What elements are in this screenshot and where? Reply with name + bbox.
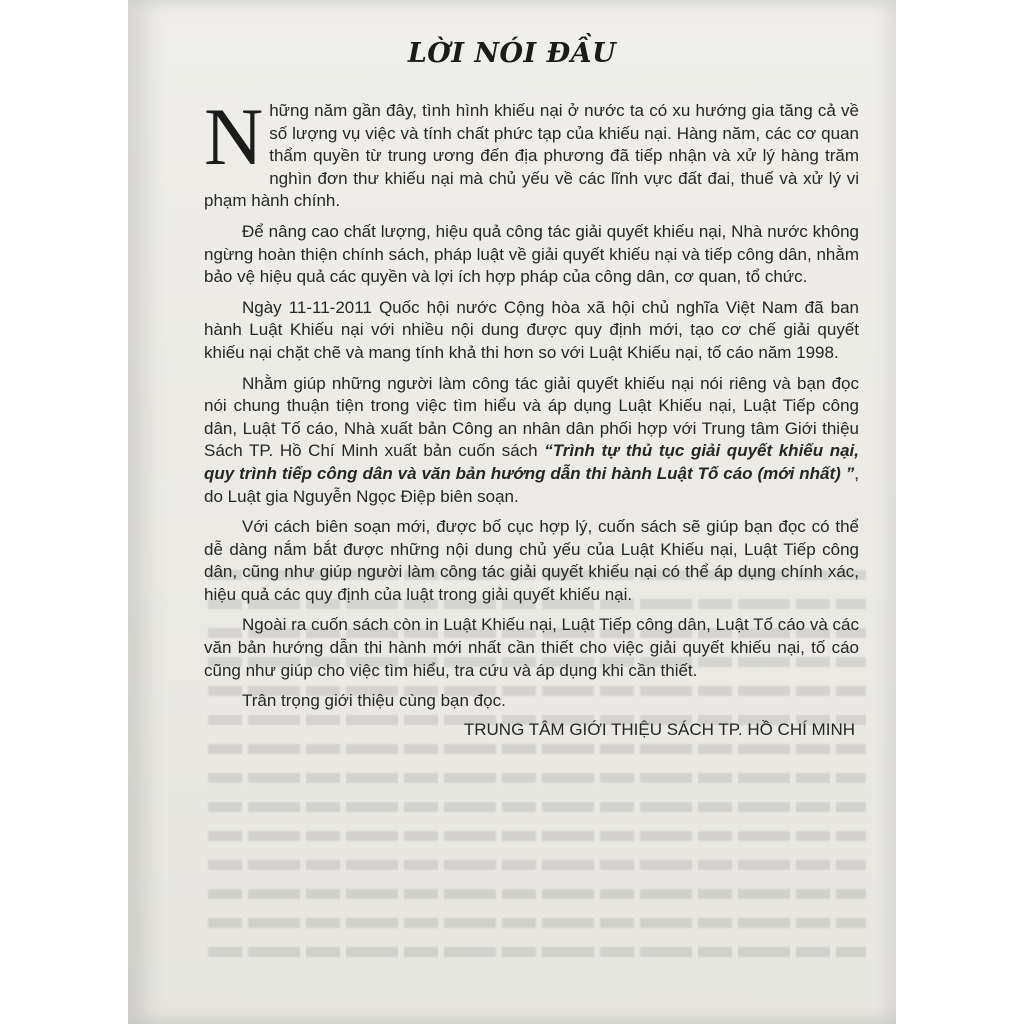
signature-line: TRUNG TÂM GIỚI THIỆU SÁCH TP. HỒ CHÍ MINH bbox=[463, 719, 855, 739]
drop-cap: N bbox=[204, 91, 264, 182]
paragraph-1-text: hững năm gần đây, tình hình khiếu nại ở nước ta có xu hướng gia tăng cả về số lượng vụ việc và tính chất phức tạp của khiếu nại. Hàng năm, các cơ quan thẩm quyền từ trung ương đến địa phương đã tiếp nhận và xử lý hàng trăm nghìn đơn thư khiếu nại mà chủ yếu về các lĩnh vực đất đai, thuế và xử lý vi phạm hành chính. bbox=[204, 101, 859, 211]
paragraph-6: Ngoài ra cuốn sách còn in Luật Khiếu nại, Luật Tiếp công dân, Luật Tố cáo và các văn bản hướng dẫn thi hành mới nhất cần thiết cho việc giải quyết khiếu nại, tố cáo cũng như giúp cho việc tìm hiểu, tra cứu và áp dụng khi cần thiết. bbox=[204, 615, 859, 680]
closing-line: Trân trọng giới thiệu cùng bạn đọc. bbox=[242, 691, 506, 711]
paragraph-3: Ngày 11-11-2011 Quốc hội nước Cộng hòa xã hội chủ nghĩa Việt Nam đã ban hành Luật Khiếu nại với nhiều nội dung được quy định mới, tạo cơ chế giải quyết khiếu nại chặt chẽ và mang tính khả thi hơn so với Luật Khiếu nại, tố cáo năm 1998. bbox=[204, 297, 859, 362]
paragraph-4 bbox=[204, 373, 859, 509]
paragraph-2: Để nâng cao chất lượng, hiệu quả công tác giải quyết khiếu nại, Nhà nước không ngừng hoàn thiện chính sách, pháp luật về giải quyết khiếu nại và tiếp công dân, nhằm bảo vệ hiệu quả các quyền và lợi ích hợp pháp của công dân, cơ quan, tổ chức. bbox=[204, 221, 859, 287]
paragraph-4-outro: , do Luật gia Nguyễn Ngọc Điệp biên soạn. bbox=[204, 463, 859, 506]
book-title: “Trình tự thủ tục giải quyết khiếu nại, quy trình tiếp công dân và văn bản hướng dẫn thi hành Luật Tố cáo (mới nhất) ” bbox=[204, 441, 859, 483]
book-page bbox=[128, 0, 896, 1024]
page-title: LỜI NÓI ĐẦU bbox=[407, 38, 617, 69]
paragraph-4-intro: Nhằm giúp những người làm công tác giải quyết khiếu nại nói riêng và bạn đọc nói chung thuận tiện trong việc tìm hiểu và áp dụng Luật Khiếu nại, Luật Tiếp công dân, Luật Tố cáo, Nhà xuất bản Công an nhân dân phối hợp với Trung tâm Giới thiệu Sách TP. Hồ Chí Minh xuất bản cuốn sách bbox=[204, 373, 859, 461]
preface-body bbox=[204, 91, 859, 741]
paragraph-1 bbox=[204, 91, 859, 213]
paragraph-5: Với cách biên soạn mới, được bố cục hợp lý, cuốn sách sẽ giúp bạn đọc có thể dễ dàng nắm bắt được những nội dung chủ yếu của Luật Khiếu nại, Luật Tiếp công dân, cũng như giúp người làm công tác giải quyết khiếu nại có thể áp dụng chính xác, hiệu quả các quy định của luật trong giải quyết khiếu nại. bbox=[204, 517, 859, 604]
